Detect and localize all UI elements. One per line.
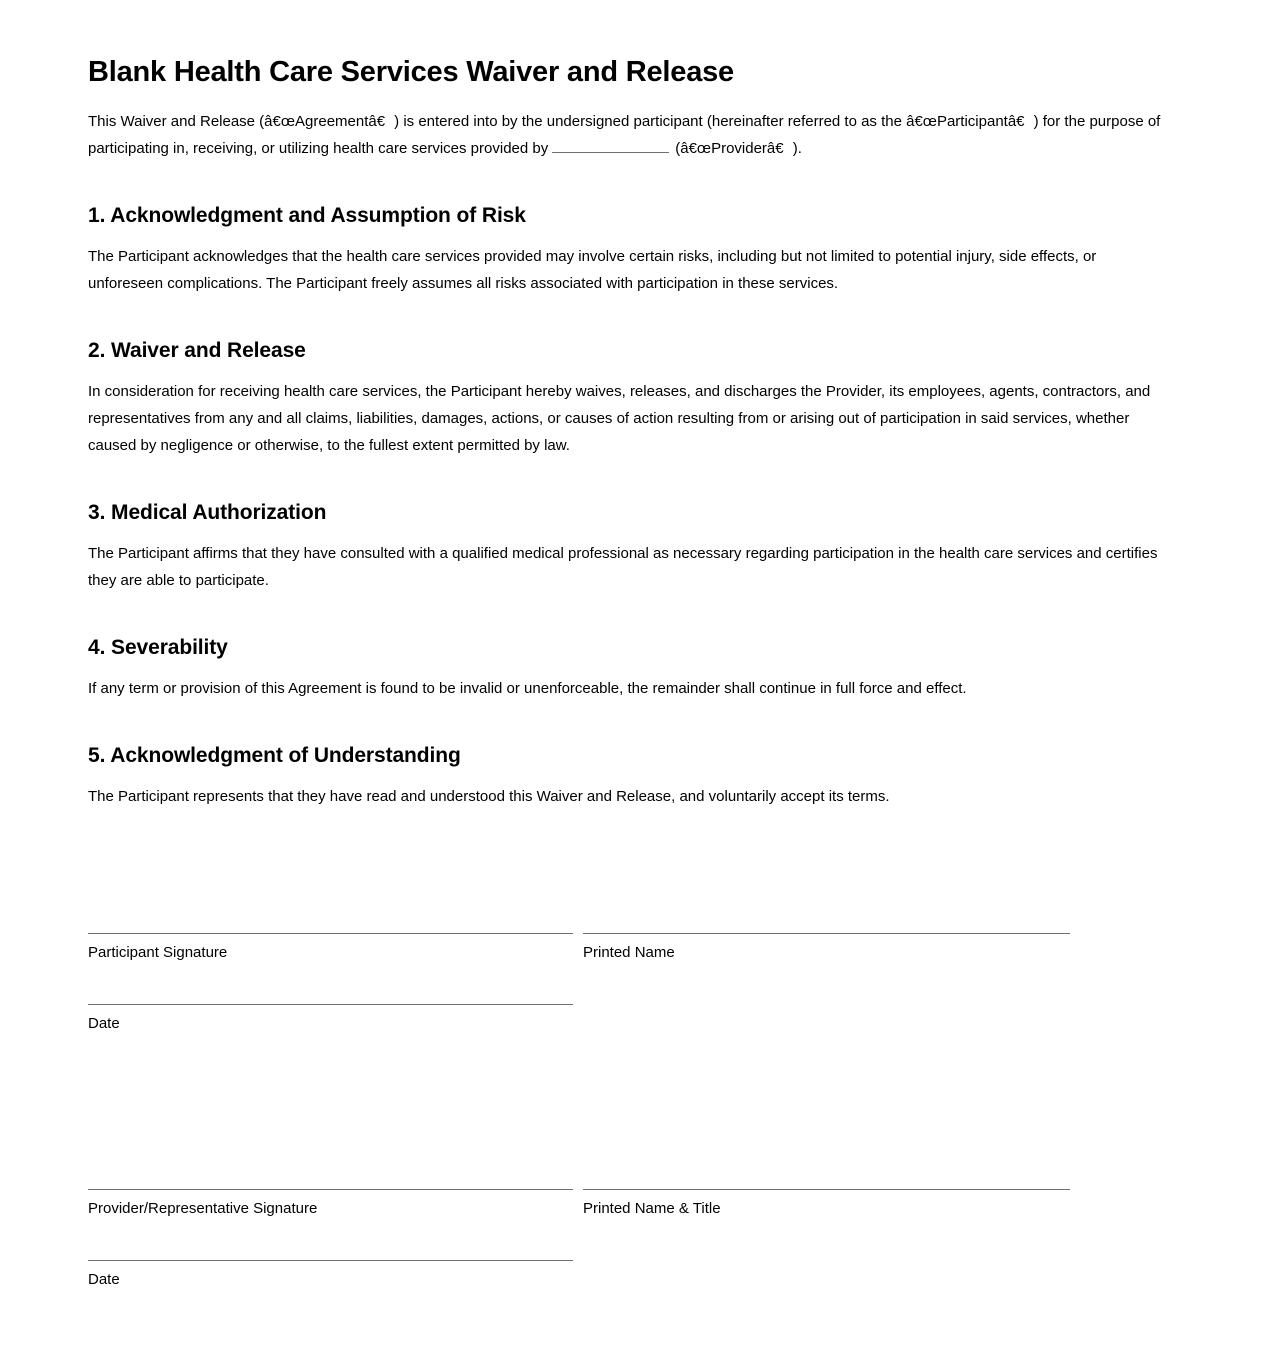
participant-date-row (88, 1004, 1163, 1032)
participant-signature-field-group (88, 933, 573, 963)
document-body (88, 0, 1163, 810)
provider-signature-label: Provider/Representative Signature (88, 1200, 318, 1217)
participant-printed-name-field-group (583, 933, 1070, 963)
section-body-severability: If any term or provision of this Agreement is found to be invalid or unenforceable, the remainder shall continue in full force and effect. (88, 680, 967, 697)
provider-signature-field-group (88, 1189, 573, 1219)
section-heading-acknowledgment-of-understanding: 5. Acknowledgment of Understanding (88, 744, 461, 767)
participant-signature-label: Participant Signature (88, 944, 228, 961)
intro-paragraph (88, 89, 1163, 162)
provider-date-label: Date (88, 1271, 120, 1288)
page-title: Blank Health Care Services Waiver and Release (88, 56, 734, 88)
participant-signature-row (88, 933, 1163, 961)
participant-date-field-group (88, 1004, 573, 1034)
section-heading-medical-authorization: 3. Medical Authorization (88, 501, 327, 524)
section-body-acknowledgment-assumption-of-risk: The Participant acknowledges that the health care services provided may involve certain risks, including but not limited to potential injury, side effects, or unforeseen complications. The Participant freely assumes all risks associated with participation in these services. (88, 248, 1097, 292)
provider-date-row (88, 1260, 1163, 1288)
section-heading-severability: 4. Severability (88, 636, 228, 659)
section-heading-acknowledgment-assumption-of-risk: 1. Acknowledgment and Assumption of Risk (88, 204, 526, 227)
intro-text-before-blank: This Waiver and Release (â€œAgreementâ€) is entered into by the undersigned participant (hereinafter referred to as the â€œParticipantâ€) for the purpose of participating in, receiving, or utilizing health care services provided by (88, 113, 1161, 157)
section-body-medical-authorization: The Participant affirms that they have consulted with a qualified medical professional as necessary regarding participation in the health care services and certifies they are able to participate. (88, 545, 1158, 589)
section-body-waiver-and-release: In consideration for receiving health care services, the Participant hereby waives, releases, and discharges the Provider, its employees, agents, contractors, and representatives from any and all claims, liabilities, damages, actions, or causes of action resulting from or arising out of participation in said services, whether caused by negligence or otherwise, to the fullest extent permitted by law. (88, 383, 1151, 454)
provider-date-field-group (88, 1260, 573, 1290)
provider-signature-row (88, 1189, 1163, 1217)
provider-printed-name-title-field-group (583, 1189, 1070, 1219)
section-heading-waiver-and-release: 2. Waiver and Release (88, 339, 306, 362)
intro-text-after-blank: (â€œProviderâ€). (675, 140, 802, 157)
participant-date-label: Date (88, 1015, 120, 1032)
provider-name-blank-field[interactable] (552, 138, 669, 153)
participant-printed-name-label: Printed Name (583, 944, 675, 961)
section-body-acknowledgment-of-understanding: The Participant represents that they have read and understood this Waiver and Release, and voluntarily accept its terms. (88, 788, 890, 805)
provider-printed-name-title-label: Printed Name & Title (583, 1200, 721, 1217)
